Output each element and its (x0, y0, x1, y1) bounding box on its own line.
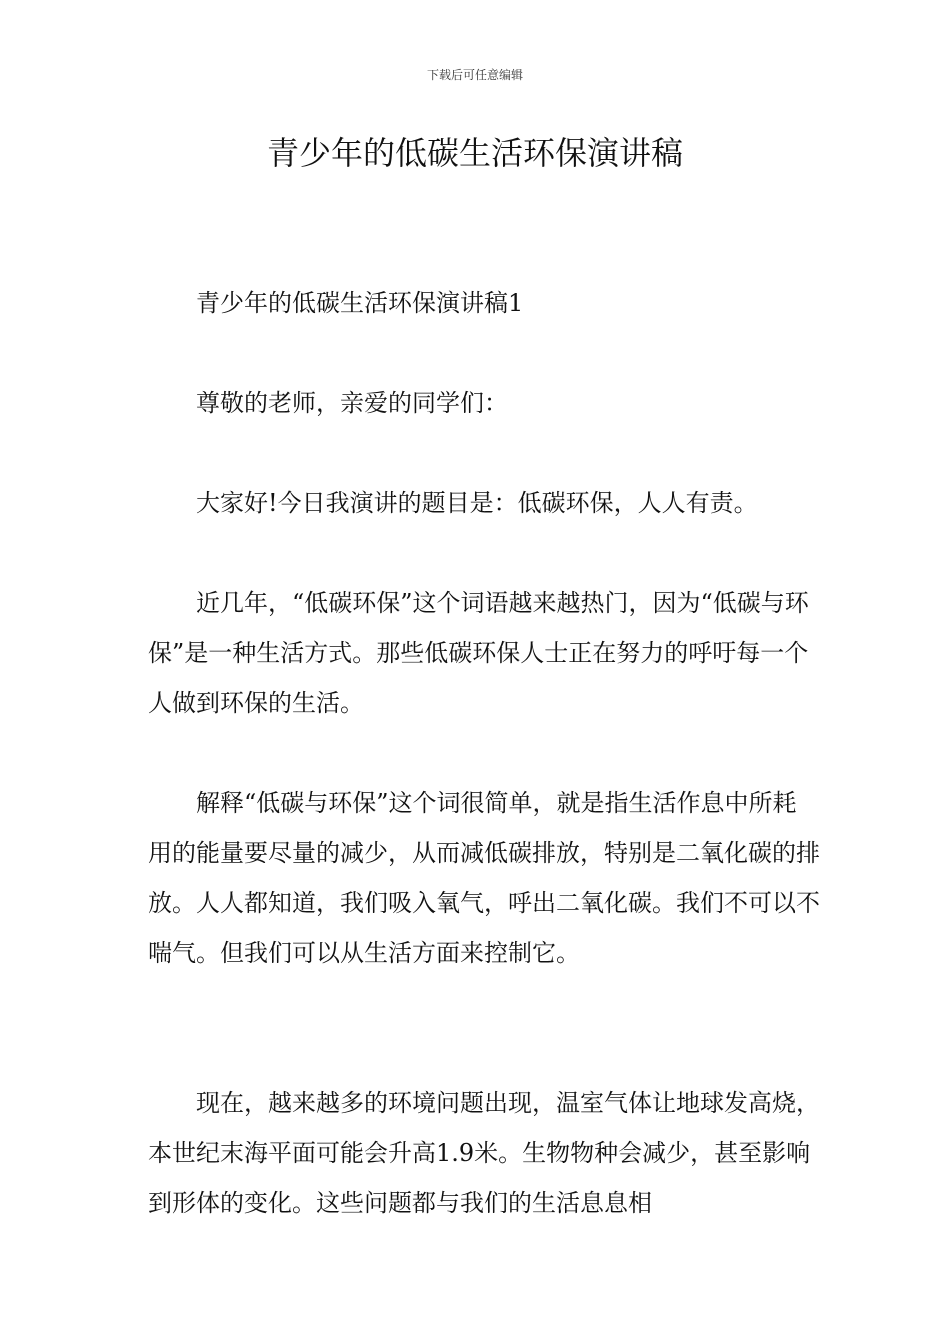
paragraph-text: 现在，越来越多的环境问题出现，温室气体让地球发高烧，本世纪末海平面可能会升高1.9米。生物物种会减少，甚至影响到形体的变化。这些问题都与我们的生活息息相 (148, 1089, 820, 1217)
paragraph-2 (148, 778, 820, 978)
paragraph-3 (148, 1078, 820, 1228)
paragraph-1 (148, 578, 820, 728)
paragraph-text: 近几年，“低碳环保”这个词语越来越热门，因为“低碳与环保”是一种生活方式。那些低碳环保人士正在努力的呼吁每一个人做到环保的生活。 (148, 589, 809, 717)
subheading-text: 青少年的低碳生活环保演讲稿1 (196, 289, 524, 317)
salutation-block (148, 378, 820, 428)
section-subheading (148, 278, 820, 328)
paragraph-text: 解释“低碳与环保”这个词很简单，就是指生活作息中所耗用的能量要尽量的减少，从而减低碳排放，特别是二氧化碳的排放。人人都知道，我们吸入氧气，呼出二氧化碳。我们不可以不喘气。但我们可以从生活方面来控制它。 (148, 789, 820, 967)
greeting-block (148, 478, 820, 528)
header-note: 下载后可任意编辑 (426, 68, 523, 82)
document-title: 青少年的低碳生活环保演讲稿 (266, 134, 683, 172)
greeting-text: 大家好!今日我演讲的题目是：低碳环保，人人有责。 (196, 489, 758, 517)
salutation-text: 尊敬的老师，亲爱的同学们： (196, 389, 508, 417)
